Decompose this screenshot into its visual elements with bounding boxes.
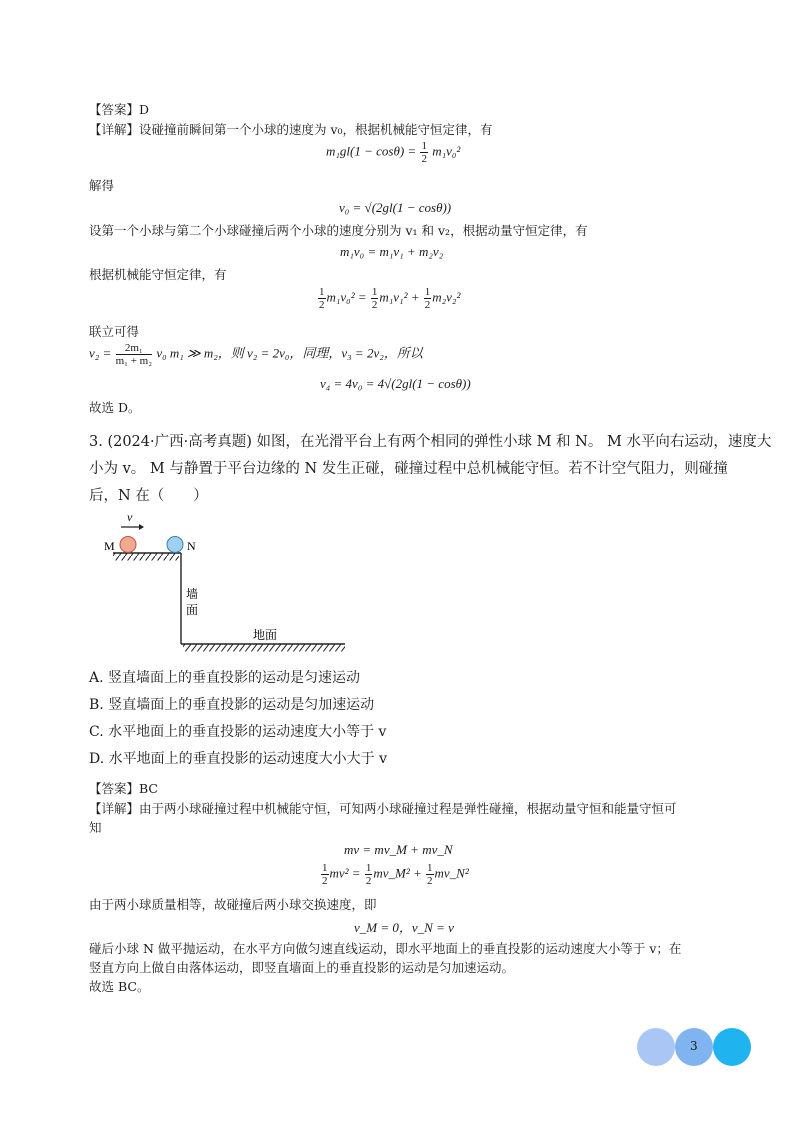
equation-energy-2: $\frac{1}{2}$ m₁v₀² = $\frac{1}{2}$ m₁v₁² + $\frac{1}{2}$ m₂v₂² <box>319 286 461 311</box>
option-a: A. 竖直墙面上的垂直投影的运动是匀速运动 <box>89 670 361 686</box>
label-v: v <box>127 510 133 524</box>
label-wall-1: 墙 <box>186 587 199 601</box>
equation-energy-3: $\frac{1}{2}$ mv² = $\frac{1}{2}$ mv_M² + $\frac{1}{2}$ mv_N² <box>322 862 469 887</box>
label-wall-2: 面 <box>186 603 199 617</box>
equation-v4: v₄ = 4v₀ = 4√(2gl(1 − cosθ)) <box>320 376 471 391</box>
detail-line-2a: 【详解】由于两小球碰撞过程中机械能守恒，可知两小球碰撞过程是弹性碰撞，根据动量守恒和能量守恒可 <box>89 801 677 816</box>
ball-M <box>120 537 136 553</box>
equation-v2: v₂ = $\frac{\text{2m₁}}{\text{m₁ + m₂}}$ v₀ m₁ ≫ m₂，则 v₂ = 2v₀，同理，v₃ = 2v₂，所以 <box>89 342 423 367</box>
answer-label-1: 【答案】D <box>89 102 150 117</box>
combine-label: 联立可得 <box>89 324 140 339</box>
equation-momentum-1: m₁v₀ = m₁v₁ + m₂v₂ <box>340 244 444 259</box>
platform-hatch <box>113 554 179 561</box>
detail-line-4: 根据机械能守恒定律，有 <box>89 267 227 282</box>
circle-light <box>637 1028 675 1066</box>
collision-figure <box>95 508 355 656</box>
equation-energy-1: m₁gl(1 − cosθ) = $\frac{1}{2}$ m₁v₀² <box>326 140 461 165</box>
detail-line-2d: 碰后小球 N 做平抛运动，在水平方向做匀速直线运动，即水平地面上的垂直投影的运动速度大小等于 v；在 <box>89 941 682 956</box>
answer-label-2: 【答案】BC <box>89 781 158 796</box>
question-line-1: 3. (2024·广西·高考真题) 如图，在光滑平台上有两个相同的弹性小球 M 和 N。 M 水平向右运动，速度大 <box>89 434 772 450</box>
question-line-3: 后，N 在（ ） <box>89 488 208 504</box>
detail-intro-1: 【详解】设碰撞前瞬间第一个小球的速度为 v₀，根据机械能守恒定律，有 <box>89 122 493 137</box>
detail-line-2b: 知 <box>89 820 102 835</box>
detail-line-2e: 竖直方向上做自由落体运动，即竖直墙面上的垂直投影的运动是匀加速运动。 <box>89 960 515 975</box>
circle-dark <box>713 1028 751 1066</box>
option-c: C. 水平地面上的垂直投影的运动速度大小等于 v <box>89 724 387 740</box>
option-b: B. 竖直墙面上的垂直投影的运动是匀加速运动 <box>89 697 375 713</box>
equation-momentum-2: mv = mv_M + mv_N <box>344 842 453 857</box>
equation-velocities: v_M = 0，v_N = v <box>354 920 454 935</box>
label-N: N <box>187 539 196 553</box>
ground-hatch <box>183 645 345 652</box>
solve-label: 解得 <box>89 178 115 193</box>
page-number: 3 <box>690 1039 698 1053</box>
conclusion-2: 故选 BC。 <box>89 979 150 994</box>
question-line-2: 小为 v。 M 与静置于平台边缘的 N 发生正碰，碰撞过程中总机械能守恒。若不计空气阻力，则碰撞 <box>89 461 728 477</box>
detail-line-3: 设第一个小球与第二个小球碰撞后两个小球的速度分别为 v₁ 和 v₂，根据动量守恒定律，有 <box>89 223 588 238</box>
ball-N <box>167 537 183 553</box>
equation-v0: v₀ = √(2gl(1 − cosθ)) <box>339 200 452 215</box>
conclusion-1: 故选 D。 <box>89 400 141 415</box>
label-M: M <box>104 539 115 553</box>
velocity-arrowhead <box>139 524 144 530</box>
detail-line-2c: 由于两小球质量相等，故碰撞后两小球交换速度，即 <box>89 897 377 912</box>
option-d: D. 水平地面上的垂直投影的运动速度大小大于 v <box>89 751 387 767</box>
label-ground: 地面 <box>253 628 278 642</box>
